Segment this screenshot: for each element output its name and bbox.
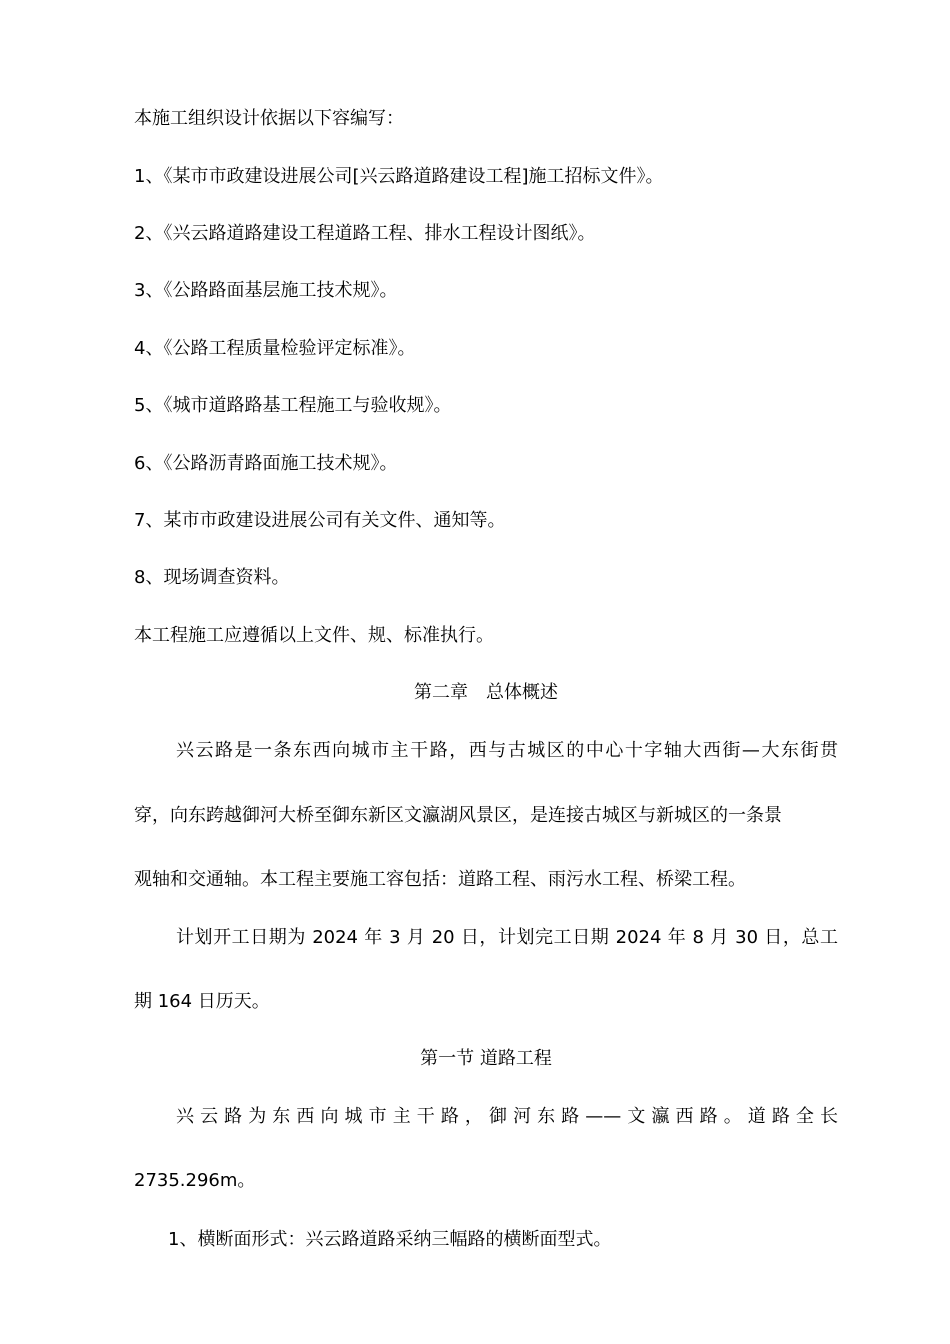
- reference-item: 2、《兴云路道路建设工程道路工程、排水工程设计图纸》。: [134, 223, 596, 244]
- reference-item: 7、某市市政建设进展公司有关文件、通知等。: [134, 510, 506, 531]
- intro-text: 本施工组织设计依据以下容编写：: [134, 108, 404, 129]
- closing-text: 本工程施工应遵循以上文件、规、标准执行。: [134, 625, 494, 646]
- paragraph-line: 期 164 日历天。: [134, 991, 270, 1012]
- reference-item: 6、《公路沥青路面施工技术规》。: [134, 453, 398, 474]
- reference-item: 5、《城市道路路基工程施工与验收规》。: [134, 395, 452, 416]
- paragraph-line: 计划开工日期为 2024 年 3 月 20 日，计划完工日期 2024 年 8 月 30 日，总工: [176, 927, 838, 948]
- paragraph-line: 穿，向东跨越御河大桥至御东新区文瀛湖风景区，是连接古城区与新城区的一条景: [134, 805, 782, 826]
- paragraph-line: 兴云路是一条东西向城市主干路，西与古城区的中心十字轴大西街—大东街贯: [176, 740, 838, 761]
- road-item-1: 1、横断面形式：兴云路道路采纳三幅路的横断面型式。: [168, 1229, 612, 1250]
- paragraph-line: 兴云路为东西向城市主干路，御河东路——文瀛西路。道路全长: [176, 1106, 838, 1127]
- reference-item: 1、《某市市政建设进展公司[兴云路道路建设工程]施工招标文件》。: [134, 166, 664, 187]
- chapter-title: 第二章 总体概述: [414, 682, 558, 703]
- paragraph-line: 观轴和交通轴。本工程主要施工容包括：道路工程、雨污水工程、桥梁工程。: [134, 869, 746, 890]
- reference-item: 3、《公路路面基层施工技术规》。: [134, 280, 398, 301]
- reference-item: 4、《公路工程质量检验评定标准》。: [134, 338, 416, 359]
- section-title: 第一节 道路工程: [420, 1048, 552, 1069]
- reference-item: 8、现场调查资料。: [134, 567, 290, 588]
- paragraph-line: 2735.296m。: [134, 1170, 256, 1191]
